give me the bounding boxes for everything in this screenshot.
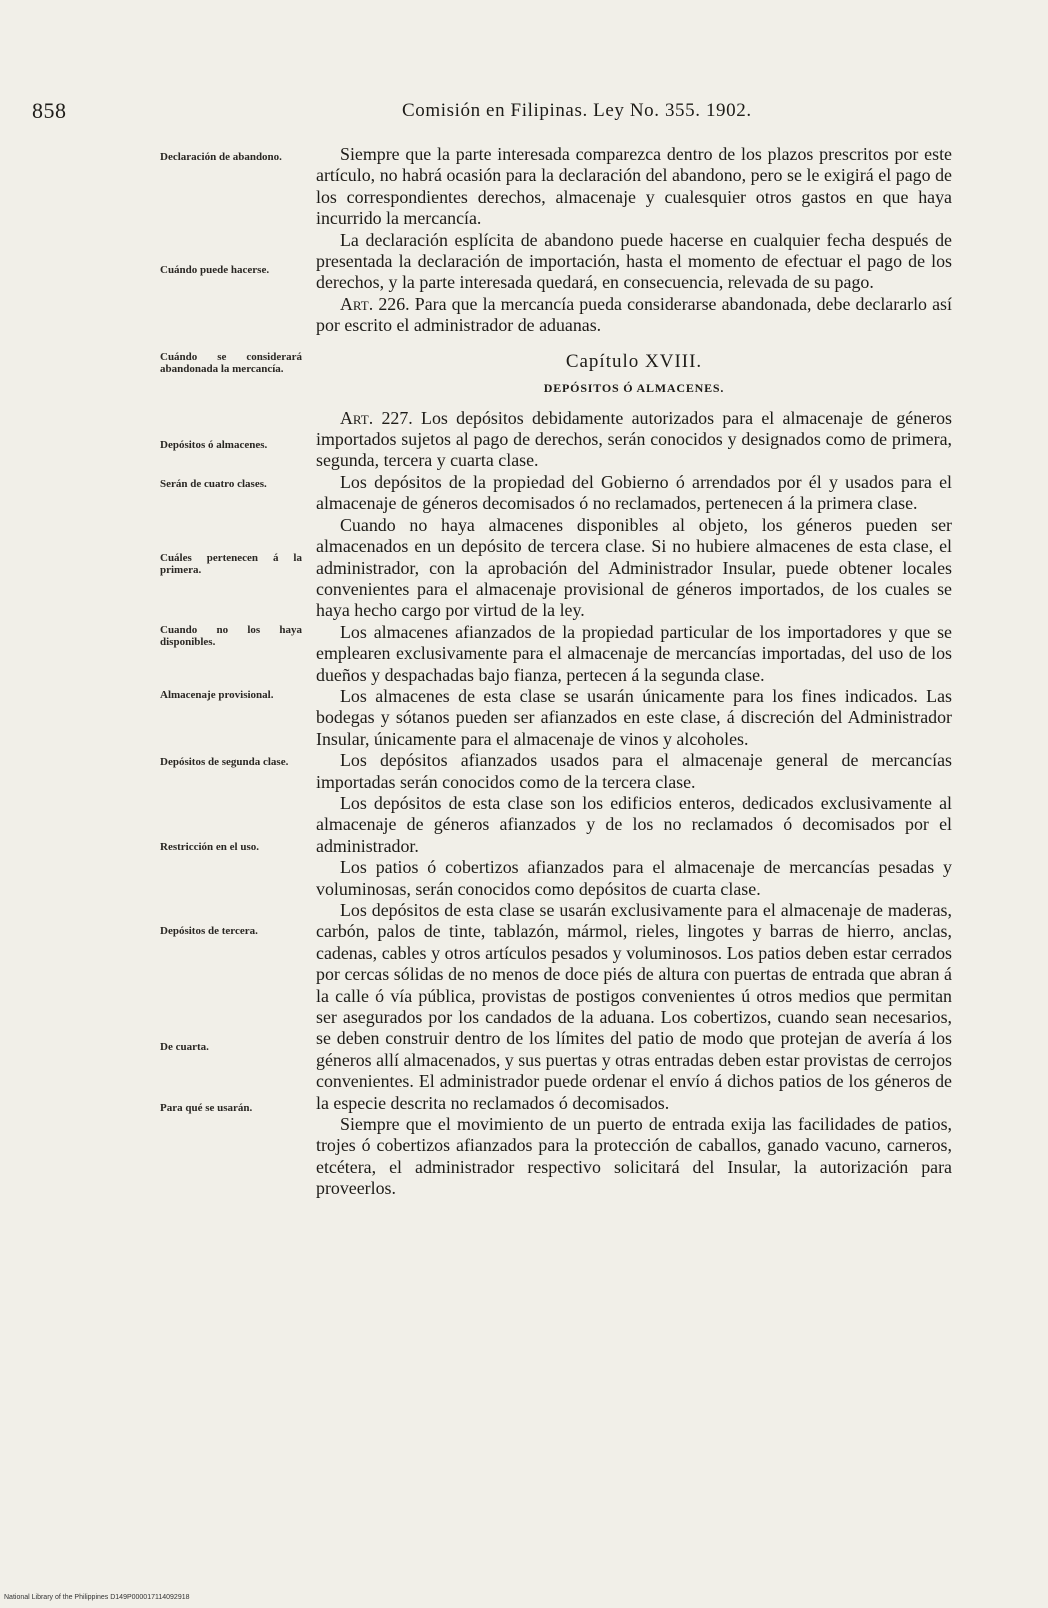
margin-note: Serán de cuatro clases. bbox=[160, 478, 267, 490]
chapter-subtitle: DEPÓSITOS Ó ALMACENES. bbox=[543, 380, 725, 395]
margin-note: Declaración de abandono. bbox=[160, 151, 282, 163]
paragraph: Cuando no haya almacenes disponibles al objeto, los géneros pueden ser almacenados en un depósito de tercera clase. Si no hubiere almacenes de esta clase, el administrador, con la aprobación del Administrador Insular, puede obtener locales convenientes para el almacenaje provisional de géneros importados, de los cuales se haya hecho cargo por virtud de la ley. bbox=[316, 514, 952, 621]
paragraph: Siempre que la parte interesada comparezca dentro de los plazos prescritos por este artículo, no habrá ocasión para la declaración del abandono, pero se le exigirá el pago de los correspondientes derechos, almacenaje y cualesquier otros gastos en que haya incurrido la mercancía. bbox=[316, 144, 952, 229]
margin-note: Cuándo se considerará abandonada la mercancía. bbox=[160, 351, 302, 375]
margin-note: Cuándo puede hacerse. bbox=[160, 264, 270, 276]
margin-note: Almacenaje provisional. bbox=[160, 689, 274, 701]
margin-note: Depósitos de tercera. bbox=[160, 925, 258, 937]
main-text bbox=[316, 144, 952, 1200]
margin-note: De cuarta. bbox=[160, 1041, 209, 1053]
margin-note: Cuando no los haya disponibles. bbox=[160, 624, 302, 648]
chapter-title: Capítulo XVIII. bbox=[565, 350, 703, 372]
page-number: 858 bbox=[32, 98, 67, 123]
article-226 bbox=[316, 294, 952, 337]
paragraph: Los patios ó cobertizos afianzados para el almacenaje de mercancías pesadas y voluminosas, serán conocidos como depósitos de cuarta clase. bbox=[316, 857, 952, 899]
margin-note: Para qué se usarán. bbox=[160, 1102, 253, 1114]
paragraph: Los depósitos afianzados usados para el almacenaje general de mercancías importadas serán conocidos como de la tercera clase. bbox=[316, 750, 952, 792]
paragraph: Los almacenes afianzados de la propiedad particular de los importadores y que se emplearen exclusivamente para el almacenaje de mercancías importadas, del uso de los dueños y despachadas bajo fianza, pertecen á la segunda clase. bbox=[316, 621, 952, 685]
article-label: Art. 227. bbox=[340, 407, 413, 428]
margin-note: Restricción en el uso. bbox=[160, 841, 259, 853]
paragraph: Los depósitos de esta clase se usarán exclusivamente para el almacenaje de maderas, carbón, palos de tinte, tablazón, mármol, rieles, lingotes y barras de hierro, anclas, cadenas, cables y otros artículos pesados y voluminosos. Los patios deben estar cerrados por cercas sólidas de no menos de doce piés de altura con puertas de entrada que abran á la calle ó vía pública, provistas de postigos convenientes ú otros medios que permitan ser asegurados por los candados de la aduana. Los cobertizos, cuando sean necesarios, se deben construir dentro de los límites del patio de modo que protejan de avería á los géneros allí almacenados, y sus puertas y otras entradas deben estar provistas de cerrojos convenientes. El administrador puede ordenar el envío á dichos patios de los géneros de la especie descrita no reclamados ó decomisados. bbox=[316, 900, 952, 1113]
margin-note: Depósitos ó almacenes. bbox=[160, 439, 268, 451]
running-head: Comisión en Filipinas. Ley No. 355. 1902. bbox=[402, 100, 752, 121]
paragraph: Siempre que el movimiento de un puerto de entrada exija las facilidades de patios, trojes ó cobertizos afianzados para la protección de caballos, ganado vacuno, carneros, etcétera, el administrador respectivo solicitará del Insular, la autorización para proveerlos. bbox=[316, 1114, 952, 1199]
article-227 bbox=[316, 408, 952, 472]
paragraph: Los depósitos de esta clase son los edificios enteros, dedicados exclusivamente al almacenaje de géneros afianzados y de los no reclamados ó decomisados por el administrador. bbox=[316, 792, 952, 856]
scan-credit: National Library of the Philippines D149P000017114092918 bbox=[4, 1594, 190, 1601]
paragraph: Los depósitos de la propiedad del Gobierno ó arrendados por él y usados para el almacenaje de géneros decomisados ó no reclamados, pertenecen á la primera clase. bbox=[316, 471, 952, 514]
article-text: Para que la mercancía pueda considerarse abandonada, debe declararlo así por escrito el administrador de aduanas. bbox=[316, 293, 952, 336]
margin-note: Depósitos de segunda clase. bbox=[160, 756, 289, 768]
margin-note: Cuáles pertenecen á la primera. bbox=[160, 552, 302, 576]
paragraph: Los almacenes de esta clase se usarán únicamente para los fines indicados. Las bodegas y sótanos pueden ser afianzados en este clase, á discreción del Administrador Insular, únicamente para el almacenaje de vinos y alcoholes. bbox=[316, 685, 952, 749]
paragraph: La declaración esplícita de abandono puede hacerse en cualquier fecha después de presentada la declaración de importación, hasta el momento de efectuar el pago de los derechos, y la parte interesada quedará, en consecuencia, relevada de su pago. bbox=[316, 229, 952, 293]
article-label: Art. 226. bbox=[340, 293, 410, 314]
article-text: Los depósitos debidamente autorizados para el almacenaje de géneros importados sujetos al pago de derechos, serán conocidos y designados como de primera, segunda, tercera y cuarta clase. bbox=[316, 407, 952, 471]
